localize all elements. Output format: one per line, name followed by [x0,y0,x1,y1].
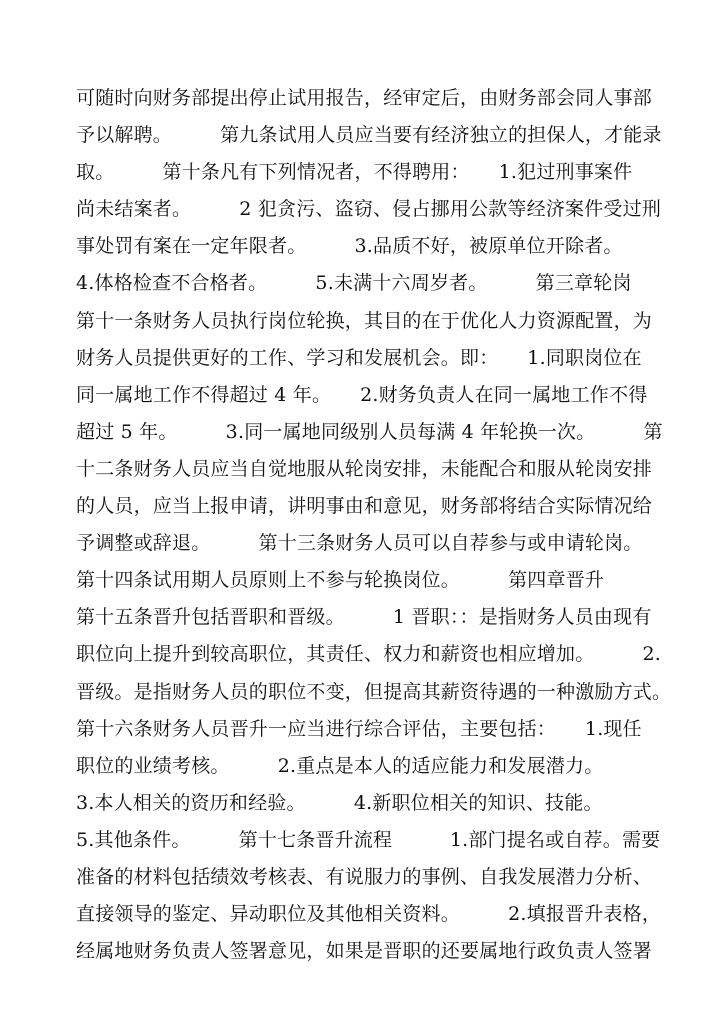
text-line: 第十四条试用期人员原则上不参与轮换岗位。 第四章晋升 [76,569,605,592]
text-line: 同一属地工作不得超过 4 年。 2.财务负责人在同一属地工作不得 [76,383,648,406]
text-line: 晋级。是指财务人员的职位不变，但提高其薪资待遇的一种激励方式。 [76,680,672,703]
text-line: 直接领导的鉴定、异动职位及其他相关资料。 2.填报晋升表格， [76,903,662,926]
body-text [76,80,672,970]
text-line: 5.其他条件。 第十七条晋升流程 1.部门提名或自荐。需要 [76,828,661,851]
text-line: 予以解聘。 第九条试用人员应当要有经济独立的担保人，才能录 [76,124,662,147]
text-line: 准备的材料包括绩效考核表、有说服力的事例、自我发展潜力分析、 [76,865,653,888]
text-line: 的人员，应当上报申请，讲明事由和意见，财务部将结合实际情况给 [76,495,653,518]
text-line: 可随时向财务部提出停止试用报告，经审定后，由财务部会同人事部 [76,87,653,109]
text-line: 事处罚有案在一定年限者。 3.品质不好，被原单位开除者。 [76,235,623,258]
text-line: 财务人员提供更好的工作、学习和发展机会。即： 1.同职岗位在 [76,346,642,369]
text-line: 经属地财务负责人签署意见，如果是晋职的还要属地行政负责人签署 [76,940,653,963]
text-line: 超过 5 年。 3.同一属地同级别人员每满 4 年轮换一次。 第 [76,420,663,443]
text-line: 3.本人相关的资历和经验。 4.新职位相关的知识、技能。 [76,791,603,814]
text-line: 予调整或辞退。 第十三条财务人员可以自荐参与或申请轮岗。 [76,532,643,555]
text-line: 第十六条财务人员晋升一应当进行综合评估，主要包括： 1.现任 [76,717,642,740]
text-line: 尚未结案者。 2 犯贪污、盗窃、侵占挪用公款等经济案件受过刑 [76,198,662,221]
text-line: 第十一条财务人员执行岗位轮换，其目的在于优化人力资源配置，为 [76,309,653,332]
text-line: 取。 第十条凡有下列情况者，不得聘用： 1.犯过刑事案件 [76,161,633,184]
text-line: 职位向上提升到较高职位，其责任、权力和薪资也相应增加。 2. [76,643,662,666]
text-line: 第十五条晋升包括晋职和晋级。 1 晋职：：是指财务人员由现有 [76,606,652,629]
text-line: 职位的业绩考核。 2.重点是本人的适应能力和发展潜力。 [76,754,604,777]
text-line: 4.体格检查不合格者。 5.未满十六周岁者。 第三章轮岗 [76,272,632,295]
text-line: 十二条财务人员应当自觉地服从轮岗安排，未能配合和服从轮岗安排 [76,457,653,480]
